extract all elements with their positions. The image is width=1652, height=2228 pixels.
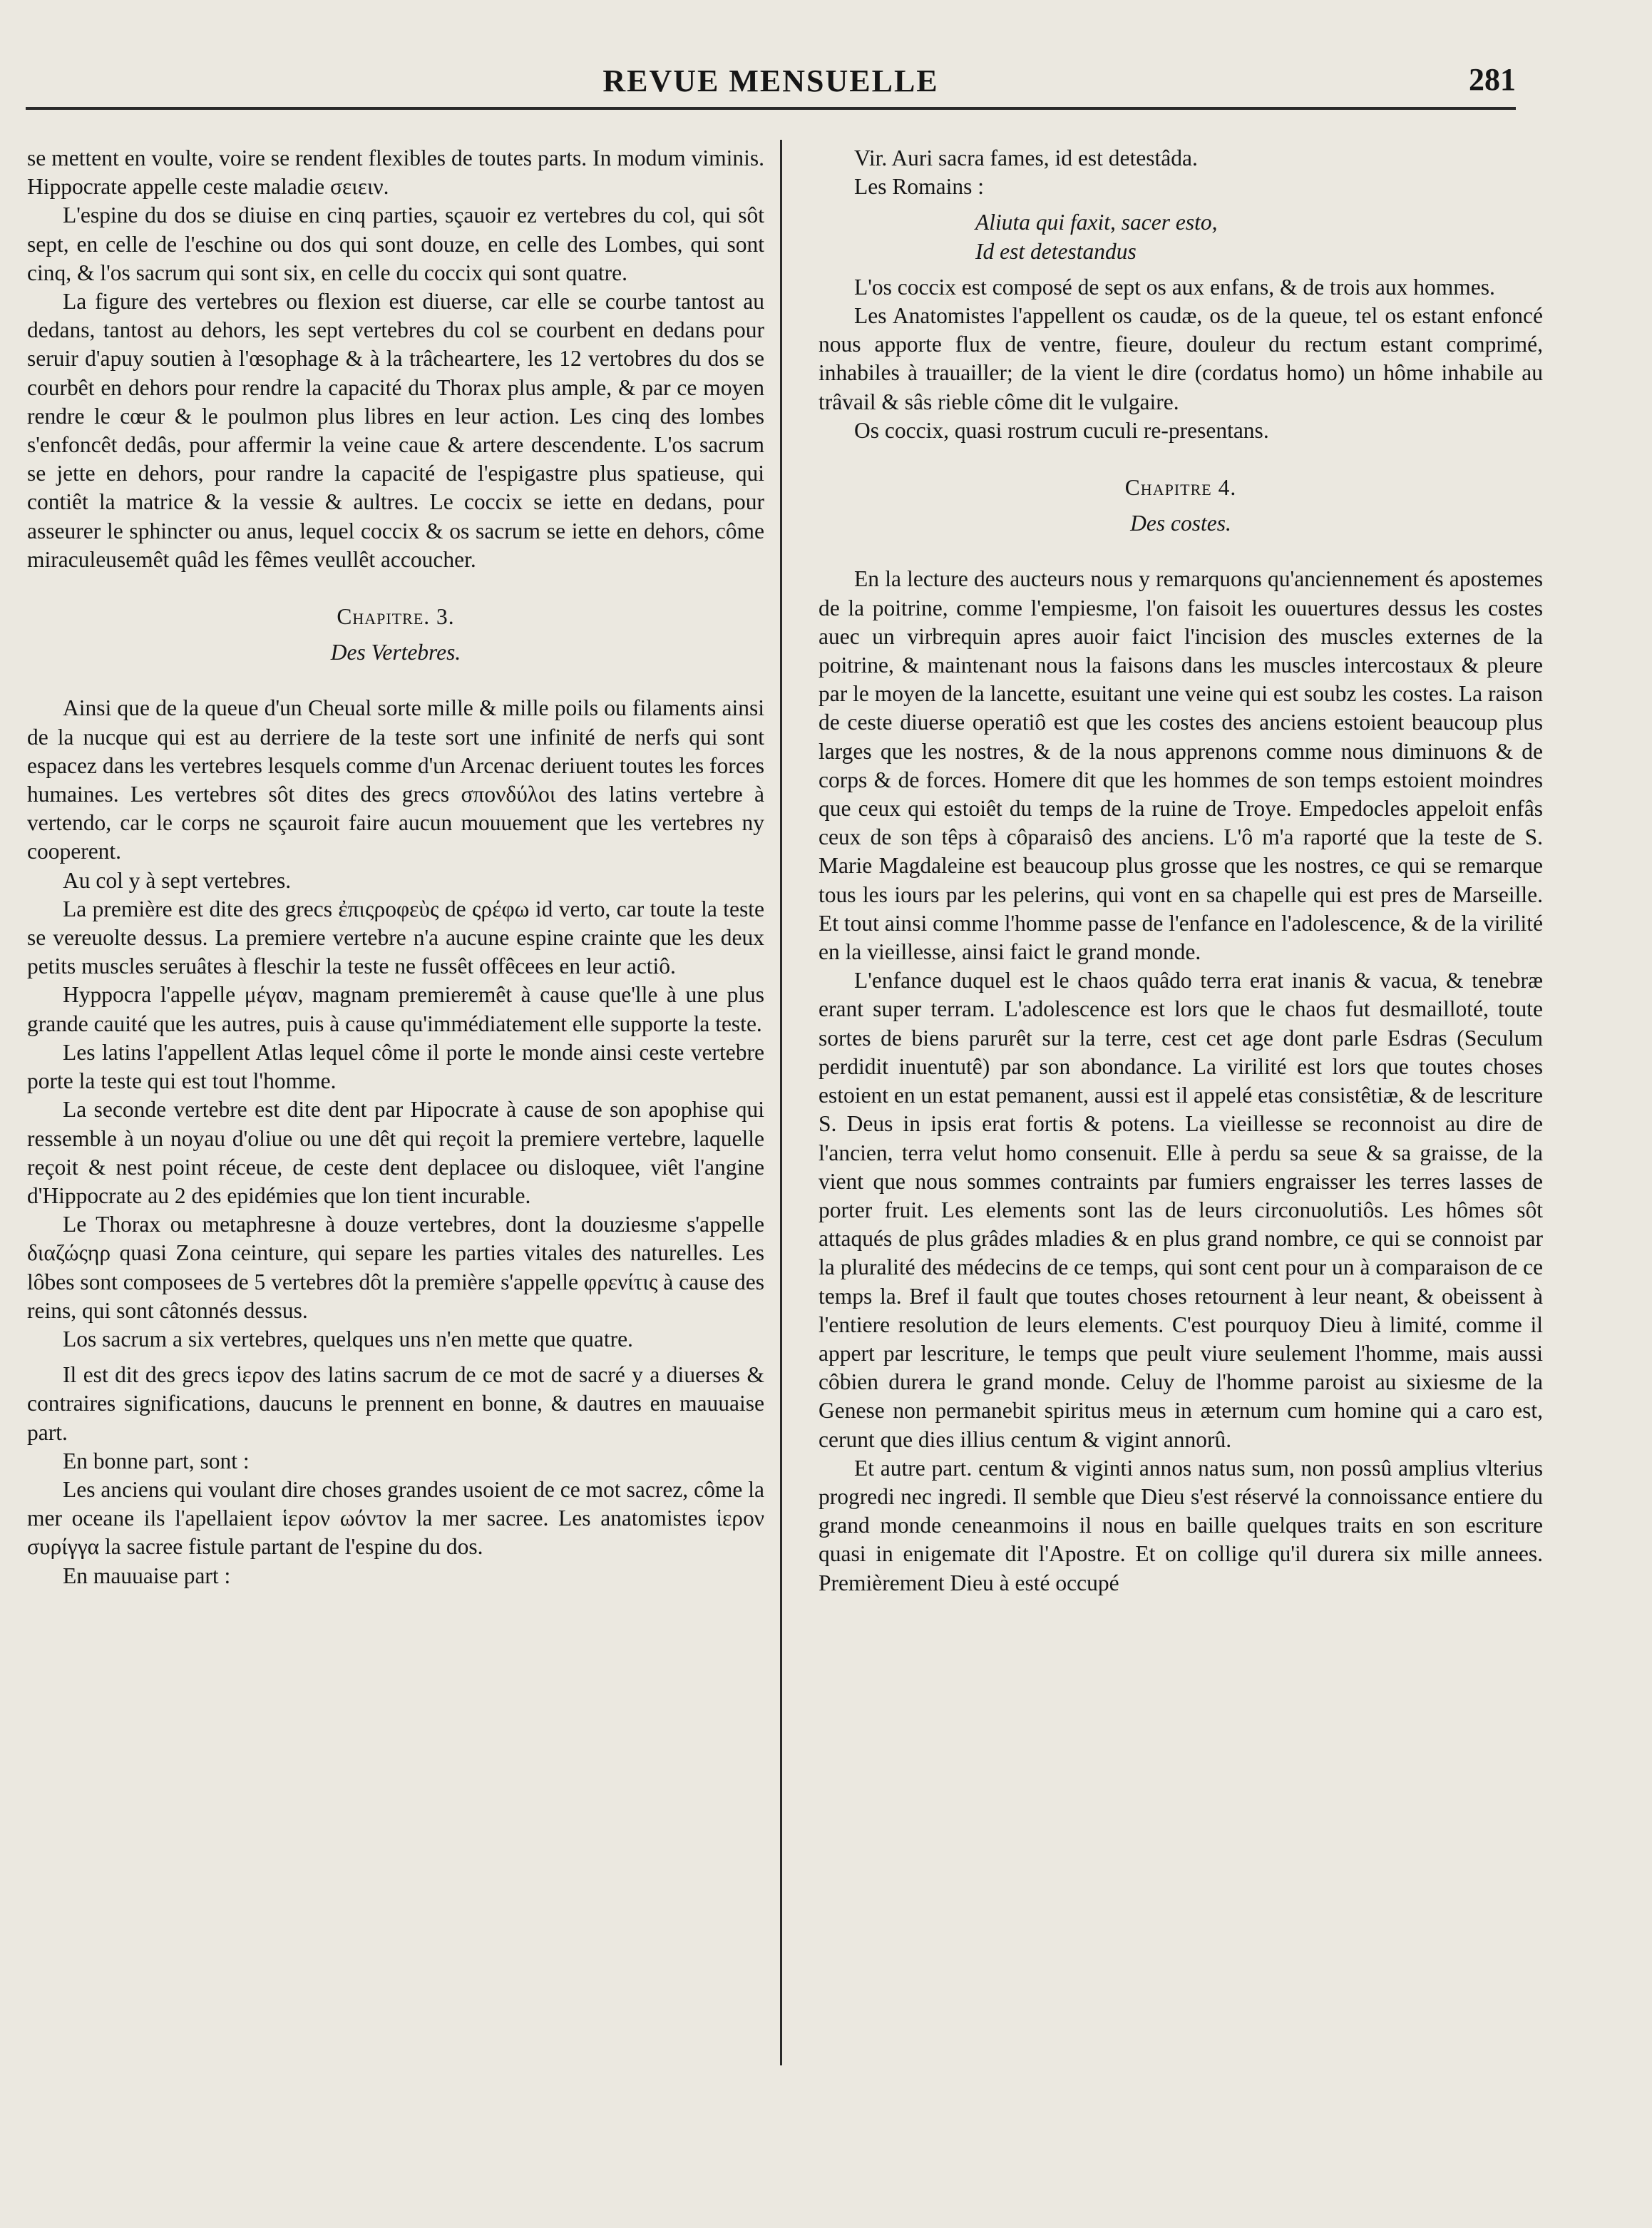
journal-title: REVUE MENSUELLE [602, 63, 939, 98]
page-number: 281 [1469, 62, 1516, 97]
paragraph: Os coccix, quasi rostrum cuculi re-presentans. [854, 417, 1269, 443]
left-column [27, 144, 764, 1590]
paragraph: Hyppocra l'appelle μέγαν, magnam premieremêt à cause que'lle à une plus grande cauité que les autres, puis à cause qu'immédiatement elle supporte la teste. [27, 982, 764, 1036]
running-header [26, 63, 1516, 107]
verse-line: Aliuta qui faxit, sacer esto, [975, 210, 1218, 235]
paragraph: Les anciens qui voulant dire choses grandes usoient de ce mot sacrez, côme la mer oceane ils l'apellaient ἱερον ωόντον la mer sacree. Les anatomistes ἱερον συρίγγα la sacree fistule partant de l'espine du dos. [27, 1476, 764, 1560]
paragraph: se mettent en voulte, voire se rendent flexibles de toutes parts. In modum viminis. Hippocrate appelle ceste maladie σειειν. [27, 145, 764, 200]
paragraph: En bonne part, sont : [63, 1448, 250, 1473]
paragraph: La seconde vertebre est dite dent par Hipocrate à cause de son apophise qui ressemble à un noyau d'oliue ou une dêt qui reçoit la premiere vertebre, laquelle reçoit & nest point réceue, de ceste dent deplacee ou disloquee, viêt l'angine d'Hippocrate au 2 des epidémies que lon tient incurable. [27, 1097, 764, 1208]
paragraph: L'espine du dos se diuise en cinq parties, sçauoir ez vertebres du col, qui sôt sept, en celle de l'eschine ou dos qui sont douze, en celle des Lombes, qui sont cinq, & l'os sacrum qui sont six, en celle du coccix qui sont quatre. [27, 203, 764, 285]
paragraph: Les Anatomistes l'appellent os caudæ, os de la queue, tel os estant enfoncé nous apporte flux de ventre, fieure, douleur du rectum estant comprimé, inhabiles à trauailler; de la vient le dire (cordatus homo) un hôme inhabile au trâvail & sâs rieble côme dit le vulgaire. [819, 303, 1543, 414]
paragraph: Et autre part. centum & viginti annos natus sum, non possû amplius vlterius progredi nec ingredi. Il semble que Dieu s'est réservé la connoissance entiere du grand monde ceneanmoins il nous en baille quelques traits en son escriture quasi in enigemate dit l'Apostre. Et on collige qu'il durera six mille annees. Premièrement Dieu à esté occupé [819, 1455, 1543, 1595]
paragraph: Le Thorax ou metaphresne à douze vertebres, dont la douziesme s'appelle διαζώςηρ quasi Zona ceinture, qui separe les parties vitales des naturelles. Les lôbes sont composees de 5 vertebres dôt la première s'appelle φρενίτις à cause des reins, qui sont câtonnés dessus. [27, 1212, 764, 1323]
paragraph: La figure des vertebres ou flexion est diuerse, car elle se courbe tantost au dedans, tantost au dehors, les sept vertebres du col se courbent en dedans pour seruir d'apuy soutien à l'œsophage & à la trâcheartere, les 12 vertobres du dos se courbêt en dehors pour rendre la capacité du Thorax plus ample, & par ce moyen rendre le cœur & le poulmon plus libres en leur action. Les cinq des lombes s'enfoncêt dedâs, pour affermir la veine caue & artere descendente. L'os sacrum se jette en dehors, pour randre la capacité de l'espigastre plus spatieuse, qui contiêt la matrice & la vessie & aultres. Le coccix se iette en dedans, pour asseurer le sphincter ou anus, lequel coccix & os sacrum se iette en dehors, côme miraculeusemêt quâd les fêmes veullêt accoucher. [27, 289, 764, 572]
paragraph: En mauuaise part : [63, 1563, 231, 1588]
paragraph: Au col y à sept vertebres. [63, 867, 292, 893]
paragraph: Los sacrum a six vertebres, quelques uns n'en mette que quatre. [63, 1326, 633, 1351]
paragraph: Vir. Auri sacra fames, id est detestâda. [854, 145, 1198, 170]
paragraph: La première est dite des grecs ἐπιςροφεὺς de ςρέφω id verto, car toute la teste se vereuolte dessus. La premiere vertebre n'a aucune espine crainte que les deux petits muscles seruâtes à fleschir la teste ne fussêt offêcees en leur actiô. [27, 896, 764, 979]
paragraph: Il est dit des grecs ἱερον des latins sacrum de ce mot de sacré y a diuerses & contraires significations, daucuns le prennent en bonne, & dautres en mauuaise part. [27, 1362, 764, 1445]
paragraph: L'enfance duquel est le chaos quâdo terra erat inanis & vacua, & tenebræ erant super terram. L'adolescence est lors que le chaos fut desmailloté, toute sortes de biens parurêt sur la terre, cest cet age dont parle Esdras (Seculum perdidit inuentutê) par son abondance. La virilité est lors que toutes choses estoient en un estat pemanent, aussi est il appelé etas consistêtiæ, & de lescriture S. Deus in ipsis erat fortis & potens. La vieillesse se reconnoist au dire de l'ancien, terra velut homo consenuit. Elle à perdu sa seue & sa graisse, de la vient que nous sommes contraints par fumiers engraisser les terres lasses de porter fruit. Les elements sont las de leurs circonuolutiôs. Les hômes sôt attaqués de plus grâdes mladies & en plus grand nombre, ce qui se connoist par la pluralité des médecins de ce temps, qui sont cent pour un à comparaison de ce temps la. Bref il fault que toutes choses retournent à leur neant, & obeissent à l'entiere resolution de leurs elements. C'est pourquoy Dieu à limité, comme il appert par lescriture, le temps que peult viure seulement l'homme, mais aussi côbien durera le grand monde. Celuy de l'homme paroist au sixiesme de la Genese non permanebit spiritus meus in æternum cum homine qui a caro est, cerunt que dies illius centum & vigint annorû. [819, 968, 1543, 1452]
right-column [819, 144, 1543, 1598]
chapter-heading: Chapitre. 3. [337, 604, 455, 630]
chapter-subtitle: Des costes. [1130, 511, 1231, 536]
verse-line: Id est detestandus [975, 238, 1137, 264]
paragraph: Ainsi que de la queue d'un Cheual sorte mille & mille poils ou filaments ainsi de la nucque qui est au derriere de la teste sort une infinité de nerfs qui sont espacez dans les vertebres lesquels comme d'un Arcenac deriuent toutes les forces humaines. Les vertebres sôt dites des grecs σπονδύλοι des latins vertebre à vertendo, car le corps ne sçauroit faire aucun mouuement que les vertebres ny cooperent. [27, 695, 764, 864]
paragraph: Les Romains : [854, 174, 984, 200]
chapter-heading: Chapitre 4. [1124, 475, 1237, 501]
paragraph: Les latins l'appellent Atlas lequel côme il porte le monde ainsi ceste vertebre porte la teste qui est tout l'homme. [27, 1039, 764, 1094]
chapter-subtitle: Des Vertebres. [330, 640, 461, 665]
paragraph: En la lecture des aucteurs nous y remarquons qu'anciennement és apostemes de la poitrine, comme l'empiesme, l'on faisoit les ouuertures dessus les costes auec un virbrequin apres auoir faict l'incision des muscles externes de la poitrine, & maintenant nous la faisons dans les muscles intercostaux & pleure par le moyen de la lancette, esuitant une veine qui est soubz les costes. La raison de ceste diuerse operatiô est que les costes des anciens estoient beaucoup plus larges que les nostres, & de la nous apprenons comme nous diminuons & de corps & de forces. Homere dit que les hommes de son temps estoient moindres que ceux qui estoiêt du temps de la ruine de Troye. Empedocles appeloit enfâs ceux de son têps à côparaisô des anciens. L'ô m'a raporté que la teste de S. Marie Magdaleine est beaucoup plus grosse que les nostres, ce qui se remarque tous les iours par les pelerins, qui vont en sa chapelle qui est pres de Marseille. Et tout ainsi comme l'homme passe de l'enfance en l'adolescence, & de la virilité en la vieillesse, ainsi faict le grand monde. [819, 566, 1543, 965]
paragraph: L'os coccix est composé de sept os aux enfans, & de trois aux hommes. [854, 274, 1495, 300]
column-divider [780, 140, 782, 2065]
header-rule [26, 107, 1516, 110]
